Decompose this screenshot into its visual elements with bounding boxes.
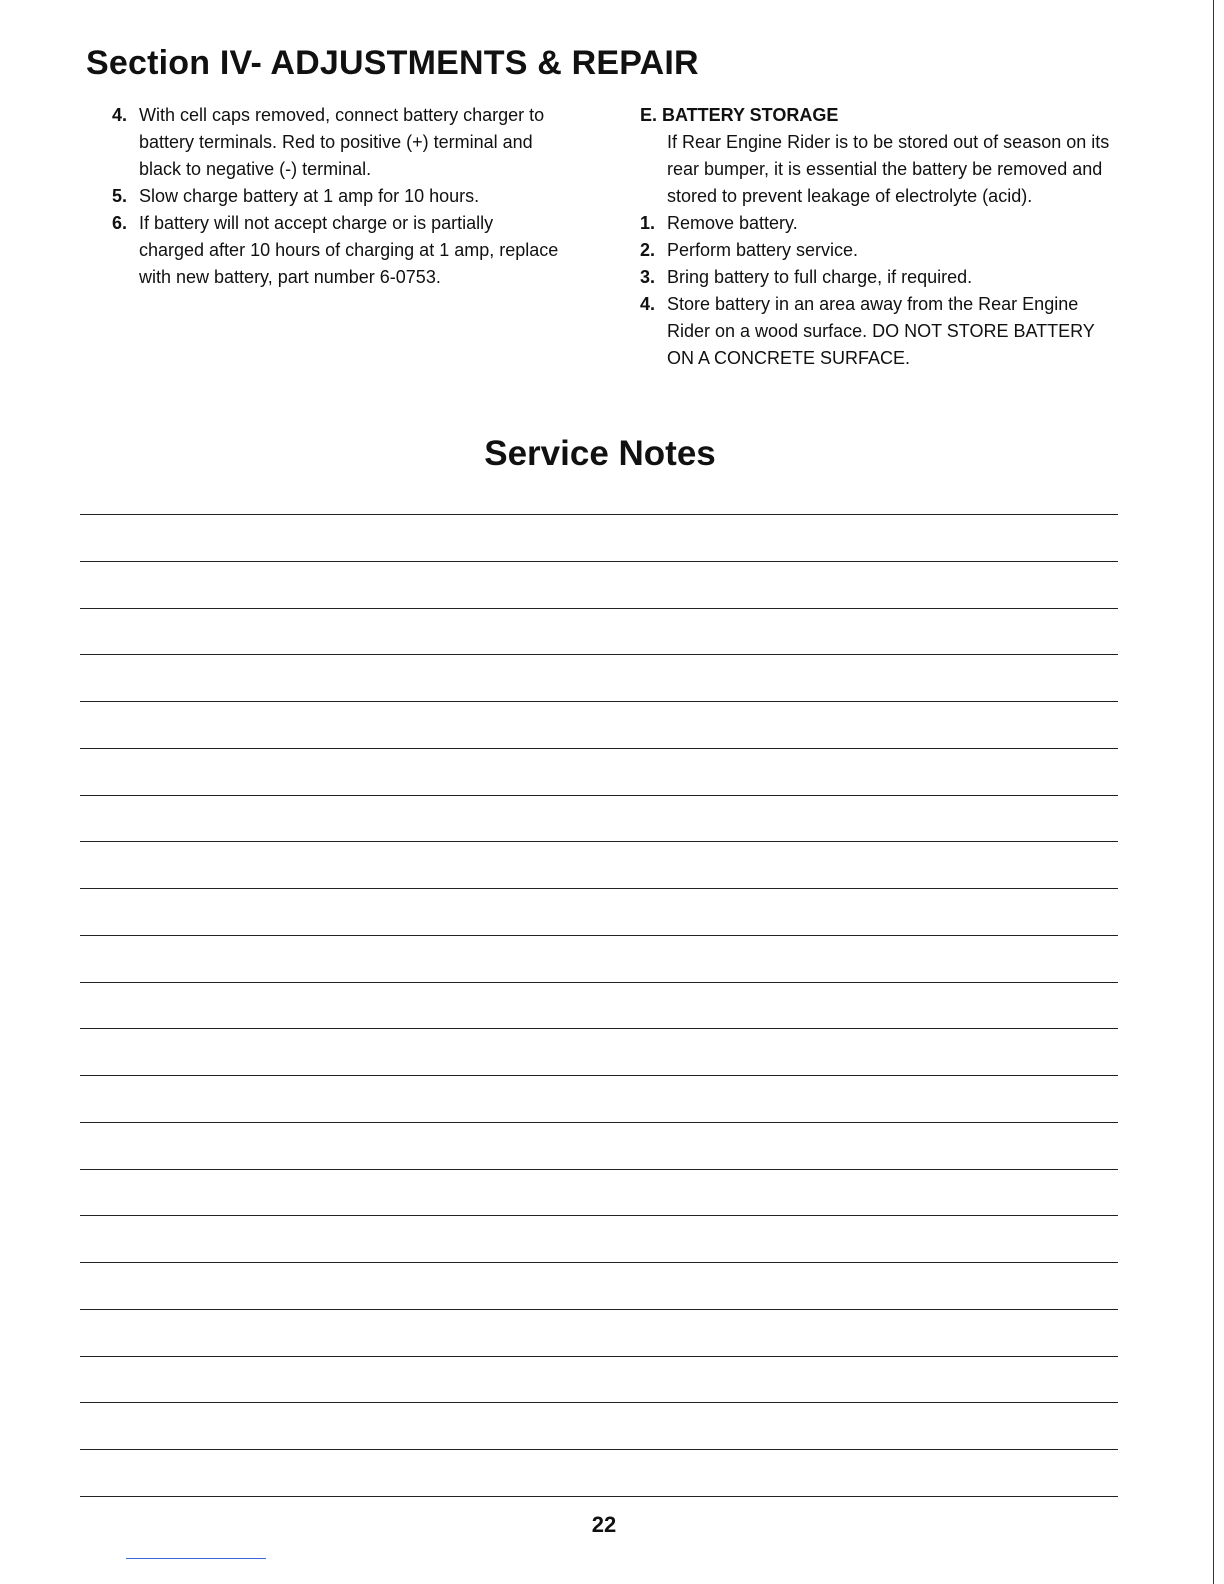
note-line <box>80 1028 1118 1029</box>
note-line <box>80 1215 1118 1216</box>
note-line <box>80 1075 1118 1076</box>
note-line <box>80 654 1118 655</box>
note-line <box>80 1449 1118 1450</box>
note-line <box>80 888 1118 889</box>
note-line <box>80 982 1118 983</box>
list-item <box>640 210 1110 237</box>
note-line <box>80 1122 1118 1123</box>
note-line <box>80 1356 1118 1357</box>
step-number: 4. <box>112 105 128 125</box>
list-item <box>112 102 562 183</box>
note-line <box>80 561 1118 562</box>
storage-steps-list <box>640 210 1110 372</box>
step-text: With cell caps removed, connect battery charger to battery terminals. Red to positive (+) terminal and black to negative (-) terminal. <box>139 105 545 179</box>
step-number: 2. <box>640 240 656 260</box>
list-item <box>112 210 562 291</box>
section-title: Section IV- ADJUSTMENTS & REPAIR <box>86 44 699 82</box>
step-number: 5. <box>112 186 128 206</box>
footer-link-underline <box>126 1558 266 1559</box>
step-number: 3. <box>640 267 656 287</box>
service-notes-title: Service Notes <box>484 434 716 473</box>
note-line <box>80 1169 1118 1170</box>
list-item <box>112 183 562 210</box>
note-line <box>80 748 1118 749</box>
page-edge-line <box>1213 0 1214 1584</box>
note-line <box>80 1402 1118 1403</box>
step-text: Perform battery service. <box>667 240 859 260</box>
note-line <box>80 1496 1118 1497</box>
step-number: 4. <box>640 294 656 314</box>
battery-storage-heading: E. BATTERY STORAGE <box>640 105 839 125</box>
list-item <box>640 264 1110 291</box>
step-number: 1. <box>640 213 656 233</box>
note-line <box>80 514 1118 515</box>
step-text: Store battery in an area away from the Rear Engine Rider on a wood surface. DO NOT STORE BATTERY ON A CONCRETE SURFACE. <box>667 294 1095 368</box>
note-line <box>80 1309 1118 1310</box>
list-item <box>640 291 1110 372</box>
page-number: 22 <box>591 1512 617 1537</box>
note-line <box>80 608 1118 609</box>
step-text: Bring battery to full charge, if required. <box>667 267 973 287</box>
note-line <box>80 935 1118 936</box>
note-line <box>80 795 1118 796</box>
note-line <box>80 1262 1118 1263</box>
note-line <box>80 701 1118 702</box>
step-number: 6. <box>112 213 128 233</box>
step-text: Slow charge battery at 1 amp for 10 hours. <box>139 186 480 206</box>
step-text: Remove battery. <box>667 213 798 233</box>
right-column <box>640 102 1110 372</box>
step-text: If battery will not accept charge or is partially charged after 10 hours of charging at 1 amp, replace with new battery, part number 6-0753. <box>139 213 559 287</box>
list-item <box>640 237 1110 264</box>
battery-storage-intro: If Rear Engine Rider is to be stored out of season on its rear bumper, it is essential the battery be removed and stored to prevent leakage of electrolyte (acid). <box>667 132 1110 206</box>
charging-steps-list <box>112 102 562 291</box>
note-line <box>80 841 1118 842</box>
left-column <box>112 102 562 291</box>
